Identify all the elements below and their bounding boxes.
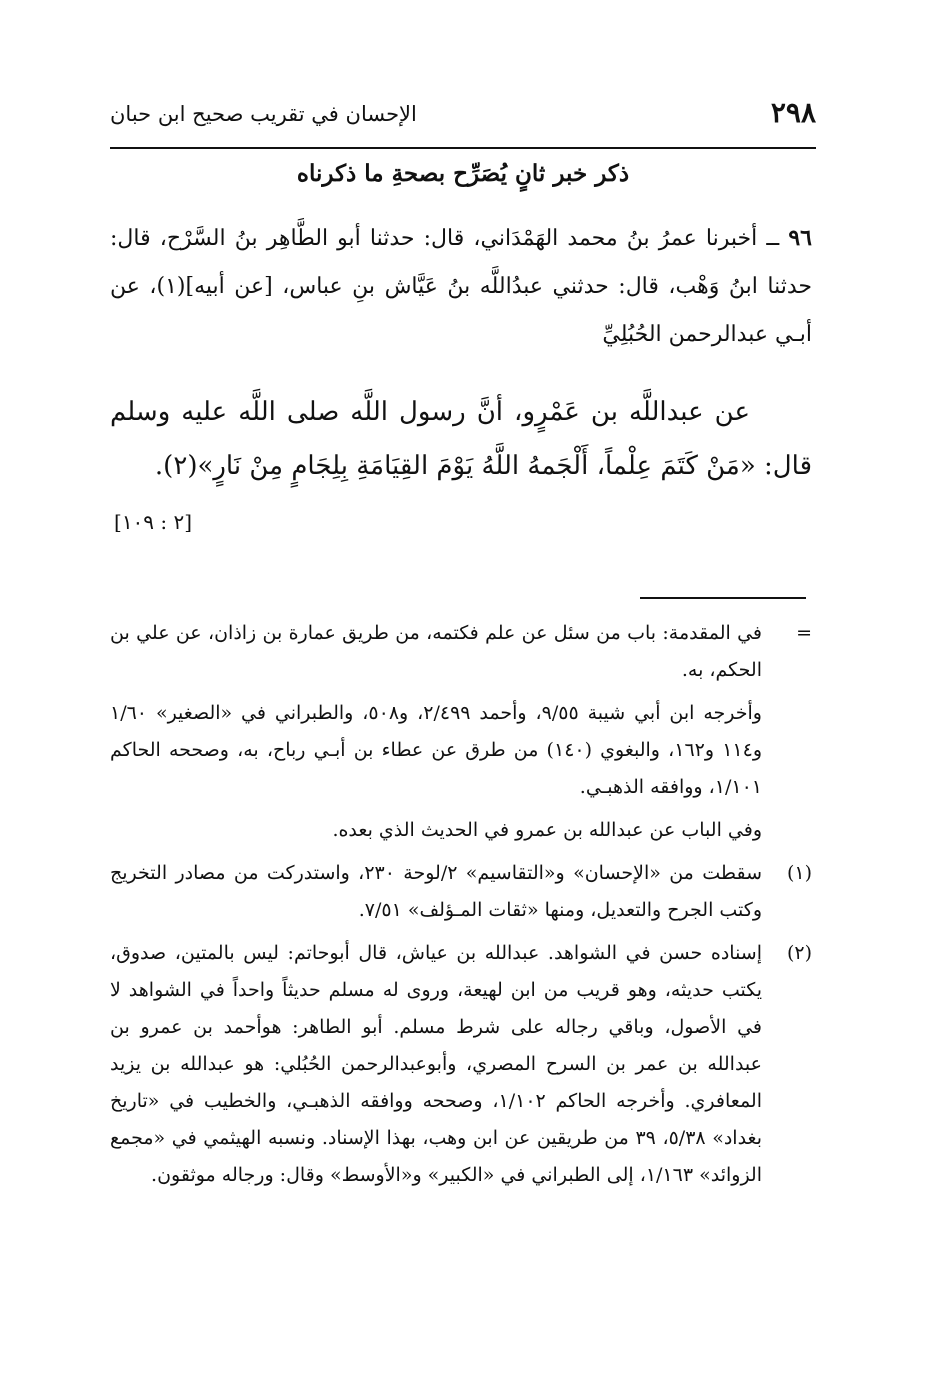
footnote-marker: =	[796, 622, 812, 644]
footnote-paragraph: وأخرجه ابن أبي شيبة ٩/٥٥، وأحمد ٢/٤٩٩، و٥٠٨، والطبراني في «الصغير» ١/٦٠ و١١٤ و١٦٢، والبغوي (١٤٠) من طرق عن عطاء بن أبـي رباح، به، وصححه الحاكم ١/١٠١، ووافقه الذهبـي.	[110, 702, 762, 798]
footnote-text: إسناده حسن في الشواهد. عبدالله بن عياش، قال أبوحاتم: ليس بالمتين، صدوق، يكتب حديثه، وهو قريب من ابن لهيعة، وروى له مسلم حديثاً واحداً في الشواهد لا في الأصول، وباقي رجاله على شرط مسلم. أبو الطاهر: هوأحمد بن عمرو بن عبدالله بن عمر بن السرح المصري، وأبوعبدالرحمن الحُبُلي: هو عبدالله بن يزيد المعافري. وأخرجه الحاكم ١/١٠٢، وصححه ووافقه الذهبـي، والخطيب في «تاريخ بغداد» ٥/٣٨، ٣٩ من طريقين عن ابن وهب، بهذا الإسناد. ونسبه الهيثمي في «مجمع الزوائد» ١/١٦٣، إلى الطبراني في «الكبير» و«الأوسط» وقال: ورجاله موثقون.	[110, 942, 762, 1186]
running-title: الإحسان في تقريب صحيح ابن حبان	[110, 102, 417, 126]
footnote-1	[110, 855, 812, 929]
hadith-reference: [٢ : ١٠٩]	[114, 510, 193, 534]
footnote-marker: (١)	[786, 862, 812, 884]
hadith-number: ٩٦	[788, 225, 812, 251]
footnote-paragraph: وفي الباب عن عبدالله بن عمرو في الحديث الذي بعده.	[332, 819, 762, 841]
hadith-matn	[110, 385, 812, 493]
header-rule	[110, 147, 816, 149]
footnote-2	[110, 935, 812, 1194]
isnad-text: ــ أخبرنا عمرُ بنُ محمد الهَمْدَاني، قال: حدثنا أبو الطَّاهِر بنُ السَّرْح، قال: حدثنا ابنُ وَهْب، قال: حدثني عبدُاللَّه بنُ عَيَّاش بنِ عباس، [عن أبيه](١)، عن أبـي عبدالرحمن الحُبُلِيِّ	[110, 226, 812, 347]
hadith-isnad	[110, 214, 812, 359]
footnotes	[110, 615, 812, 1200]
footnote-marker: (٢)	[786, 942, 812, 964]
page-header	[110, 92, 816, 140]
footnote-rule	[640, 597, 806, 599]
matn-text: عن عبداللَّه بن عَمْرٍو، أنَّ رسول اللَّه صلى اللَّه عليه وسلم قال: «مَنْ كَتَمَ عِلْماً، أَلْجَمهُ اللَّهُ يَوْمَ القِيَامَةِ بِلِجَامٍ مِنْ نَارٍ»(٢).	[110, 397, 812, 481]
footnote-continuation	[110, 615, 812, 849]
footnote-text: سقطت من «الإحسان» و«التقاسيم» ٢/لوحة ٢٣٠، واستدركت من مصادر التخريج وكتب الجرح والتعديل، ومنها «ثقات المـؤلف» ٧/٥١.	[110, 862, 762, 921]
section-heading: ذكر خبر ثانٍ يُصَرِّح بصحةِ ما ذكرناه	[296, 160, 630, 187]
page-number: ٢٩٨	[770, 96, 816, 129]
footnote-paragraph: في المقدمة: باب من سئل عن علم فكتمه، من طريق عمارة بن زاذان، عن علي بن الحكم، به.	[110, 622, 762, 681]
